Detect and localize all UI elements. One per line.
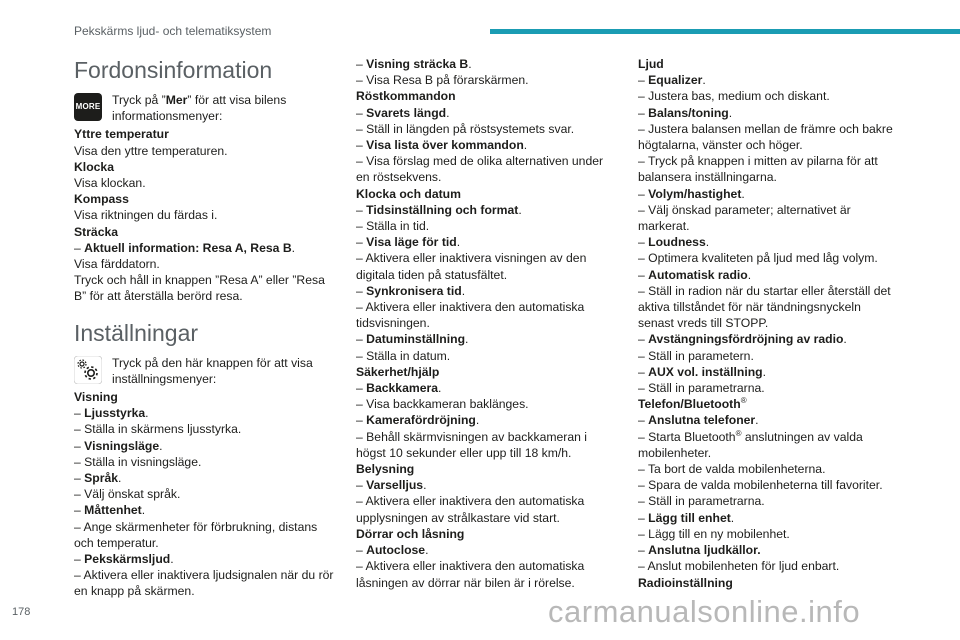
item-text: Ställ in radion när du startar eller återställ det aktiva tillståndet för när tändningsnyckeln senast vreds till STOPP. [638,283,891,331]
item-heading: Kompass [74,192,129,207]
item-option: Automatisk radio [648,267,748,282]
list-item [356,88,618,104]
list-item [74,405,336,421]
column-1 [74,56,336,600]
dash-marker: – [638,381,649,396]
item-text: Ställa in tid. [366,219,430,234]
dash-marker: – [356,219,367,234]
item-text: Ställ in längden på röstsystemets svar. [366,121,575,136]
item-text: Visa förslag med de olika alternativen under en röstsekvens. [356,154,604,185]
item-text: Visa riktningen du färdas i. [74,208,218,223]
item-option: AUX vol. inställning [648,364,763,379]
item-text: Anslut mobilenheten för ljud enbart. [647,559,840,574]
dash-marker: – [356,105,367,120]
list-item [356,461,618,477]
item-option: Anslutna ljudkällor. [648,543,761,558]
period: . [755,413,759,428]
dash-marker: – [356,57,367,71]
list-item [638,283,900,332]
dash-marker: – [638,543,649,558]
watermark: carmanualsonline.info [548,594,861,629]
item-option: Svarets längd [366,105,447,120]
list-item [638,558,900,574]
item-heading: Radioinställning [638,575,733,590]
more-icon: MORE [74,93,102,121]
dash-marker: – [638,186,649,201]
dash-marker: – [638,202,649,217]
list-item [356,477,618,493]
dash-marker: – [638,494,649,509]
list-item [638,380,900,396]
dash-marker: – [74,422,85,437]
list-item [356,396,618,412]
dash-marker: – [638,121,649,136]
dash-marker: – [356,138,367,153]
dash-marker: – [638,283,649,298]
item-text: Ställ in parametern. [648,348,754,363]
list-item [638,202,900,234]
item-text: Spara de valda mobilenheterna till favoriter. [648,478,883,493]
period: . [438,381,442,396]
intro-settings [74,355,336,387]
item-option: Synkronisera tid [366,283,462,298]
dash-marker: – [638,154,648,169]
dash-marker: – [638,89,649,104]
period: . [461,283,466,298]
item-heading: Yttre temperatur [74,127,169,142]
item-option: Datuminställning [366,332,466,347]
item-option: Avstängningsfördröjning av radio [648,332,844,347]
dash-marker: – [638,526,649,541]
period: . [702,73,706,88]
period: . [159,438,163,453]
dash-marker: – [356,348,367,363]
list-item [638,429,900,461]
list-item [356,202,618,218]
list-item [74,272,336,304]
dash-marker: – [356,478,367,493]
list-item [74,486,336,502]
dash-marker: – [74,568,84,583]
list-item [638,250,900,266]
dash-marker: – [356,543,367,558]
list-item [638,331,900,347]
item-option: Autoclose [366,543,426,558]
list-item [74,502,336,518]
period: . [425,543,429,558]
list-item [356,493,618,525]
item-text: Ställa in datum. [366,348,451,363]
period: . [170,552,174,567]
dash-marker: – [638,478,649,493]
item-option: Pekskärmsljud [84,552,171,567]
dash-marker: – [356,332,367,347]
intro-prefix: Tryck på ” [112,93,166,107]
item-text: Visa backkameran baklänges. [366,397,529,412]
page-number: 178 [12,606,31,618]
item-heading: Klocka och datum [356,186,461,201]
list-item [356,234,618,250]
item-text: Aktivera eller inaktivera den automatiska upplysningen av strålkastare vid start. [356,494,585,525]
dash-marker: – [74,454,85,469]
item-option: Anslutna telefoner [648,413,756,428]
settings-list [74,389,336,600]
item-text: anslutningen av valda mobilenheter. [638,429,863,460]
intro-text-more [112,92,336,124]
dash-marker: – [638,267,649,282]
item-text: Visa den yttre temperaturen. [74,143,228,158]
list-item [638,461,900,477]
list-item [356,429,618,461]
dash-marker: – [638,105,649,120]
column-3 [638,56,900,591]
header-accent-bar [490,29,960,34]
dash-marker: – [356,397,367,412]
list-item [74,389,336,405]
list-item [638,186,900,202]
period: . [728,105,733,120]
list-item [74,126,336,142]
dash-marker: – [638,510,649,525]
item-text: Ställ in parametrarna. [648,494,765,509]
item-option: Måttenhet [84,503,142,518]
dash-marker: – [638,413,649,428]
settings-gear-icon [74,356,102,384]
dash-marker: – [356,283,367,298]
item-option: Visningsläge [84,438,160,453]
item-text: Lägg till en ny mobilenhet. [648,526,790,541]
item-option: Språk [84,471,119,486]
item-text: Välj önskat språk. [84,487,181,502]
list-item [638,412,900,428]
item-option: Visa läge för tid [366,235,457,250]
item-text: Behåll skärmvisningen av backkameran i högst 10 sekunder eller upp till 18 km/h. [356,429,588,460]
list-item [638,542,900,558]
list-item [356,250,618,282]
dash-marker: – [638,235,649,250]
item-option: Aktuell information: Resa A, Resa B [84,240,292,255]
list-item [638,105,900,121]
dash-marker: – [638,332,649,347]
registered-mark: ® [740,396,747,406]
period: . [468,57,472,71]
list-item [638,364,900,380]
item-text: Visa Resa B på förarskärmen. [366,73,529,88]
list-item [356,542,618,558]
list-item [638,575,900,591]
item-text: Aktivera eller inaktivera ljudsignalen när du rör en knapp på skärmen. [74,568,334,599]
item-option: Ljusstyrka [84,406,146,421]
dash-marker: – [638,559,648,574]
item-option: Lägg till enhet [648,510,731,525]
list-item [638,267,900,283]
item-option: Backkamera [366,381,438,396]
list-item [74,438,336,454]
item-heading: Dörrar och låsning [356,526,465,541]
dash-marker: – [74,519,84,534]
list-item [74,454,336,470]
item-text: Optimera kvaliteten på ljud med låg volym. [648,251,878,266]
period: . [843,332,847,347]
item-text: Ställa in skärmens ljusstyrka. [84,422,242,437]
dash-marker: – [74,487,85,502]
dash-marker: – [356,73,367,88]
item-option: Volym/hastighet [648,186,742,201]
period: . [291,240,296,255]
item-heading: Sträcka [74,224,119,239]
item-heading: Telefon/Bluetooth [638,397,741,412]
period: . [145,406,149,421]
list-item [74,207,336,223]
period: . [762,364,766,379]
list-item [356,331,618,347]
item-text: Starta Bluetooth [648,429,736,444]
item-text: Justera balansen mellan de främre och bakre högtalarna, vänster och höger. [638,121,893,153]
item-heading: Ljud [638,57,664,71]
item-text: Ange skärmenheter för förbrukning, distans och temperatur. [74,519,318,550]
list-item [356,364,618,380]
item-text: Välj önskad parameter; alternativet är markerat. [638,202,851,234]
list-item [74,191,336,207]
list-item [74,143,336,159]
period: . [747,267,752,282]
item-option: Visa lista över kommandon [366,138,524,153]
header-title: Pekskärms ljud- och telematiksystem [74,24,272,38]
dash-marker: – [356,154,367,169]
period: . [523,138,528,153]
period: . [475,413,480,428]
list-item [638,72,900,88]
intro-bold: Mer [165,93,188,107]
item-text: Tryck och håll in knappen ”Resa A” eller ”Resa B” för att återställa berörd resa. [74,273,325,304]
item-option: Balans/toning [648,105,729,120]
list-item [74,551,336,567]
list-item [74,175,336,191]
item-text: Ta bort de valda mobilenheterna. [647,462,826,477]
list-item [638,526,900,542]
item-option: Varselljus [366,478,424,493]
list-item [638,493,900,509]
item-text: Aktivera eller inaktivera den automatiska tidsvisningen. [356,300,585,331]
item-text: Tryck på knappen i mitten av pilarna för att balansera inställningarna. [638,154,878,185]
item-heading: Visning [74,390,118,405]
dash-marker: – [638,429,649,444]
list-item [356,186,618,202]
section-title-fordonsinformation: Fordonsinformation [74,57,273,83]
list-item [638,477,900,493]
column-2 [356,56,618,591]
dash-marker: – [356,121,367,136]
dash-marker: – [356,202,367,217]
dash-marker: – [638,462,648,477]
dash-marker: – [356,235,367,250]
vehicle-info-list [74,126,336,304]
item-option: Loudness [648,235,706,250]
list-item [638,153,900,185]
period: . [730,510,735,525]
dash-marker: – [74,406,85,421]
list-item [356,56,618,72]
list-item [356,558,618,590]
dash-marker: – [638,364,649,379]
period: . [465,332,469,347]
list-item [356,412,618,428]
item-text: Ställa in visningsläge. [84,454,202,469]
list-item [74,240,336,256]
item-heading: Röstkommandon [356,89,456,104]
list-item [356,526,618,542]
item-text: Aktivera eller inaktivera visningen av den digitala tiden på statusfältet. [356,251,587,282]
item-text: Ställ in parametrarna. [648,381,765,396]
list-item [74,224,336,240]
list-item [356,299,618,331]
period: . [423,478,427,493]
intro-suffix: ” för att visa bilens informationsmenyer: [112,93,287,124]
dash-marker: – [356,413,367,428]
list-item [74,567,336,599]
list-item [638,510,900,526]
period: . [118,471,122,486]
item-option: Visning sträcka B [366,57,469,71]
item-text: Visa klockan. [74,176,146,191]
period: . [741,186,745,201]
item-option: Equalizer [648,73,703,88]
list-item [356,105,618,121]
registered-mark: ® [735,428,742,438]
list-item [638,348,900,364]
list-item [356,153,618,185]
section-title-installningar: Inställningar [74,319,199,346]
dash-marker: – [638,73,649,88]
list-item [74,470,336,486]
dash-marker: – [356,381,367,396]
intro-text-settings: Tryck på den här knappen för att visa inställningsmenyer: [112,355,313,386]
list-item [356,218,618,234]
list-item [638,121,900,153]
period: . [518,202,522,217]
dash-marker: – [74,438,85,453]
dash-marker: – [74,471,85,486]
list-item [74,519,336,551]
dash-marker: – [356,429,367,444]
dash-marker: – [638,251,649,266]
list-item [74,256,336,272]
list-item [356,72,618,88]
list-item [74,421,336,437]
item-text: Justera bas, medium och diskant. [648,89,830,104]
dash-marker: – [74,503,85,518]
item-heading: Säkerhet/hjälp [356,364,440,379]
list-item [356,137,618,153]
period: . [446,105,450,120]
period: . [141,503,146,518]
item-text: Visa färddatorn. [74,257,160,272]
list-item [638,396,900,412]
dash-marker: – [356,300,366,315]
item-heading: Klocka [74,159,114,174]
item-heading: Belysning [356,462,415,477]
dash-marker: – [356,251,366,266]
item-option: Kamerafördröjning [366,413,476,428]
list-item [74,159,336,175]
dash-marker: – [74,552,85,567]
list-item [638,234,900,250]
dash-marker: – [638,348,649,363]
list-item [638,88,900,104]
list-item [638,56,900,72]
list-item [356,380,618,396]
dash-marker: – [74,240,85,255]
list-item [356,348,618,364]
list-item [356,121,618,137]
dash-marker: – [356,559,366,574]
intro-more [74,92,336,124]
item-option: Tidsinställning och format [366,202,519,217]
period: . [705,235,710,250]
list-item [356,283,618,299]
dash-marker: – [356,494,366,509]
item-text: Aktivera eller inaktivera den automatiska låsningen av dörrar när bilen är i rörelse. [356,559,585,590]
period: . [456,235,461,250]
